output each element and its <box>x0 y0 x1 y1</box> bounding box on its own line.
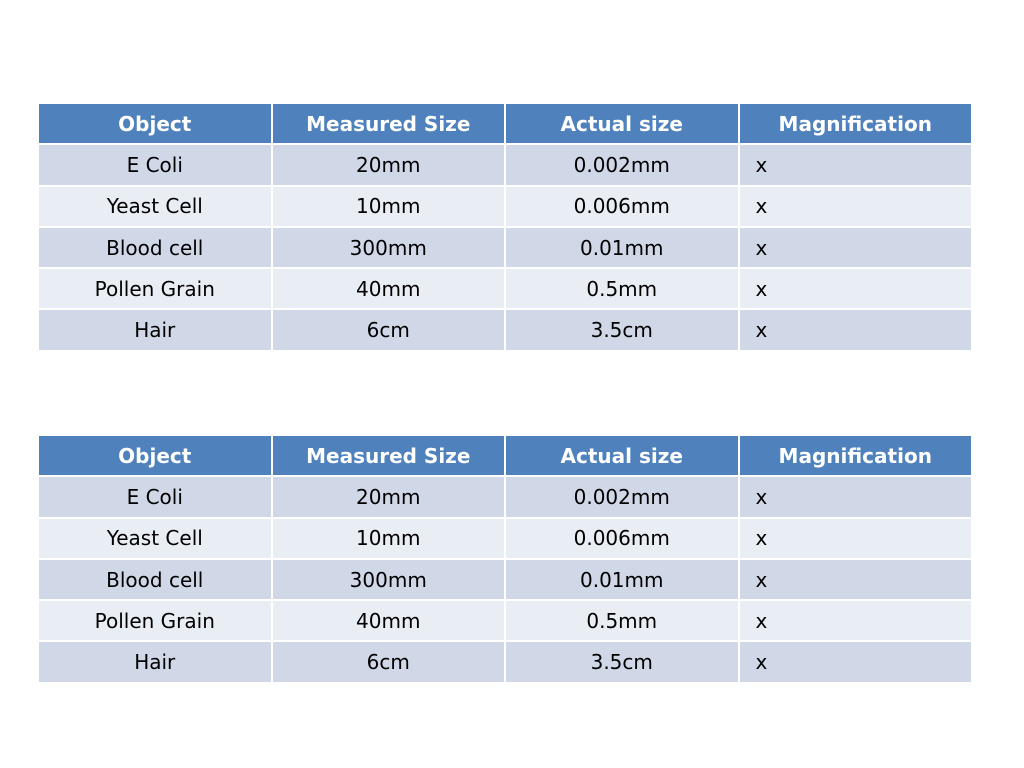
cell-object: Hair <box>38 641 272 682</box>
cell-object: Yeast Cell <box>38 186 272 227</box>
cell-actual-size: 0.006mm <box>505 518 739 559</box>
table-row <box>38 227 972 268</box>
cell-measured-size: 6cm <box>272 641 506 682</box>
cell-magnification: x <box>739 268 973 309</box>
header-measured-size: Measured Size <box>272 103 506 144</box>
header-measured-size: Measured Size <box>272 435 506 476</box>
cell-measured-size: 10mm <box>272 518 506 559</box>
table-row <box>38 476 972 517</box>
cell-object: E Coli <box>38 476 272 517</box>
table-header-row <box>38 103 972 144</box>
header-magnification: Magnification <box>739 435 973 476</box>
cell-magnification: x <box>739 559 973 600</box>
cell-measured-size: 6cm <box>272 309 506 350</box>
cell-magnification: x <box>739 641 973 682</box>
cell-actual-size: 0.002mm <box>505 144 739 185</box>
cell-measured-size: 20mm <box>272 144 506 185</box>
cell-actual-size: 0.01mm <box>505 559 739 600</box>
cell-object: Pollen Grain <box>38 600 272 641</box>
cell-magnification: x <box>739 144 973 185</box>
header-actual-size: Actual size <box>505 435 739 476</box>
cell-measured-size: 300mm <box>272 559 506 600</box>
table-row <box>38 144 972 185</box>
cell-actual-size: 0.01mm <box>505 227 739 268</box>
magnification-table-1 <box>37 102 973 352</box>
table-row <box>38 186 972 227</box>
cell-measured-size: 10mm <box>272 186 506 227</box>
header-object: Object <box>38 103 272 144</box>
header-actual-size: Actual size <box>505 103 739 144</box>
cell-object: E Coli <box>38 144 272 185</box>
cell-magnification: x <box>739 600 973 641</box>
table-row <box>38 600 972 641</box>
cell-actual-size: 0.5mm <box>505 268 739 309</box>
cell-measured-size: 300mm <box>272 227 506 268</box>
magnification-table-2 <box>37 434 973 684</box>
cell-actual-size: 0.006mm <box>505 186 739 227</box>
cell-magnification: x <box>739 309 973 350</box>
cell-magnification: x <box>739 518 973 559</box>
cell-measured-size: 20mm <box>272 476 506 517</box>
cell-object: Blood cell <box>38 227 272 268</box>
cell-actual-size: 0.002mm <box>505 476 739 517</box>
header-magnification: Magnification <box>739 103 973 144</box>
cell-magnification: x <box>739 186 973 227</box>
cell-object: Yeast Cell <box>38 518 272 559</box>
table-row <box>38 309 972 350</box>
cell-magnification: x <box>739 227 973 268</box>
cell-actual-size: 0.5mm <box>505 600 739 641</box>
cell-object: Hair <box>38 309 272 350</box>
cell-actual-size: 3.5cm <box>505 641 739 682</box>
table-row <box>38 641 972 682</box>
cell-actual-size: 3.5cm <box>505 309 739 350</box>
cell-object: Pollen Grain <box>38 268 272 309</box>
cell-magnification: x <box>739 476 973 517</box>
table-row <box>38 268 972 309</box>
cell-measured-size: 40mm <box>272 268 506 309</box>
header-object: Object <box>38 435 272 476</box>
table-row <box>38 518 972 559</box>
table-row <box>38 559 972 600</box>
table-header-row <box>38 435 972 476</box>
cell-object: Blood cell <box>38 559 272 600</box>
cell-measured-size: 40mm <box>272 600 506 641</box>
